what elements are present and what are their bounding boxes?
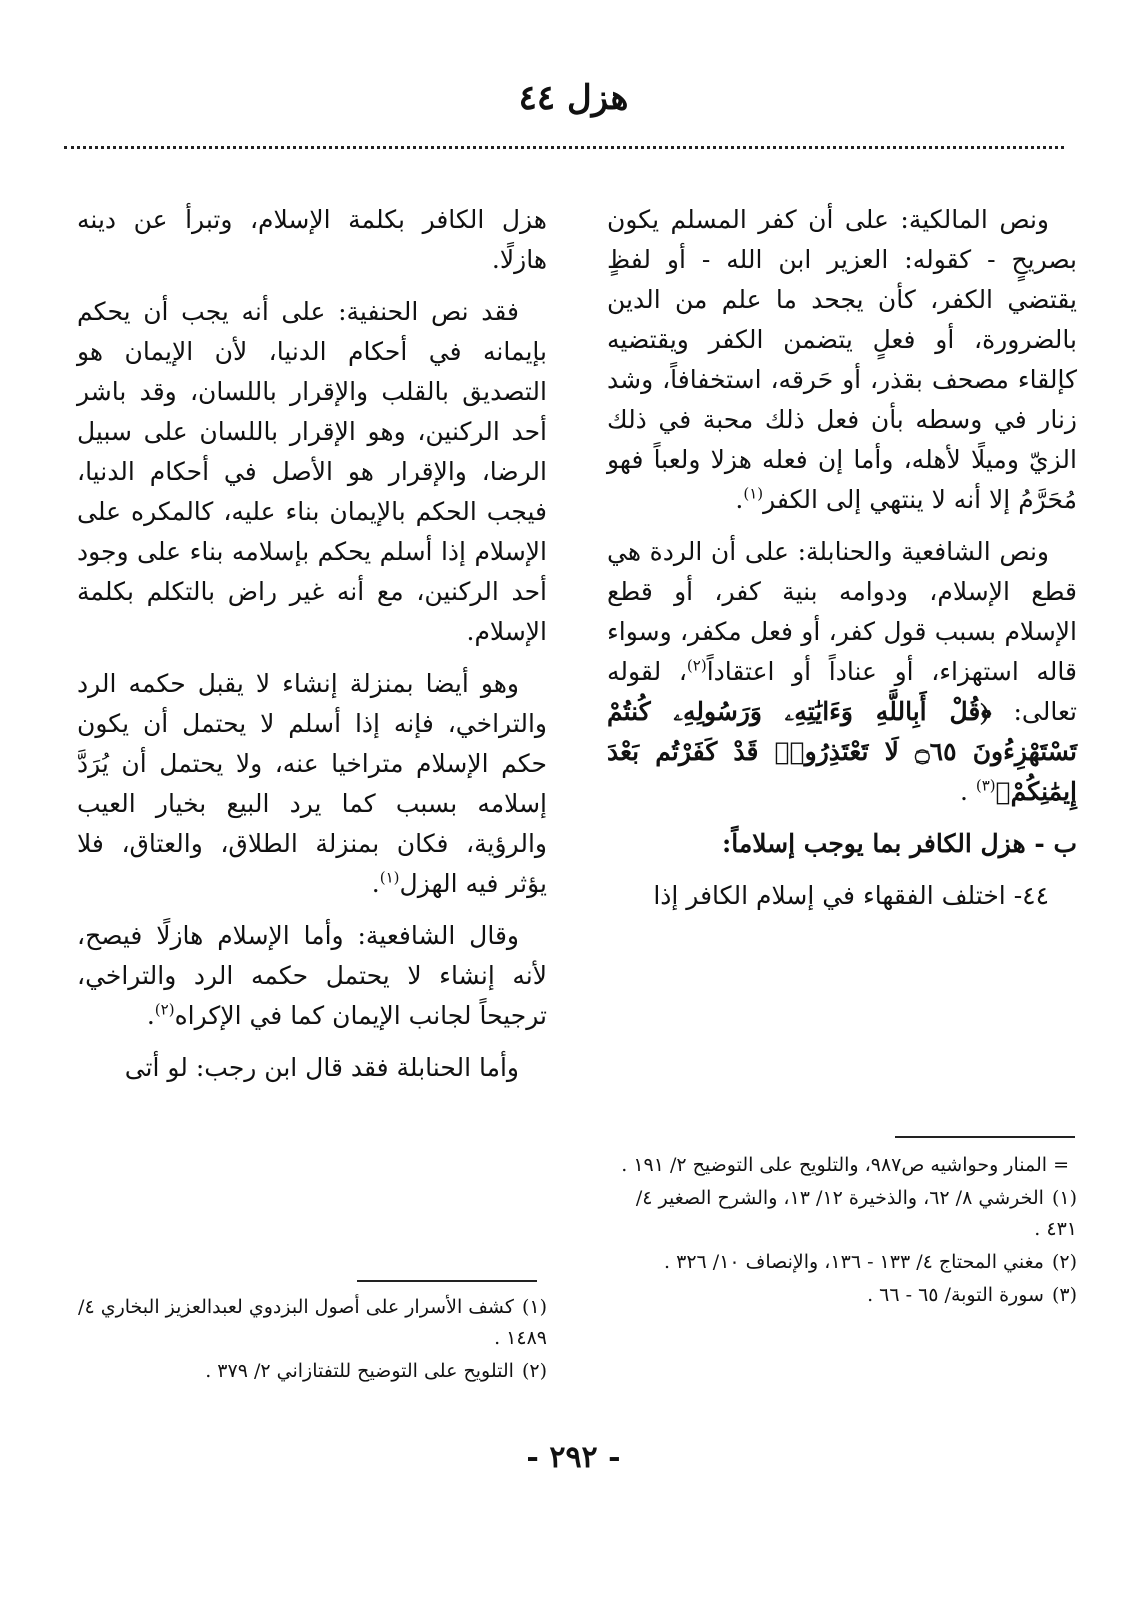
footnote-number: (١) — [521, 1296, 547, 1318]
footnote-ref: (٣) — [975, 776, 996, 795]
page-title: هزل ٤٤ — [518, 78, 629, 118]
section-heading: ب - هزل الكافر بما يوجب إسلاماً: — [722, 829, 1077, 858]
footnote — [607, 1247, 1077, 1278]
footnote — [607, 1150, 1077, 1181]
footnote-text: الخرشي ٨/ ٦٢، والذخيرة ١٢/ ١٣، والشرح الصغير ٤/ ٤٣١ . — [635, 1187, 1077, 1240]
paragraph-continuation: ، لقوله تعالى: — [607, 657, 1077, 726]
footnote-divider-left — [357, 1280, 537, 1282]
page-number: - ٢٩٢ - — [526, 1440, 621, 1475]
footnote-text: = المنار وحواشيه ص٩٨٧، والتلويح على التوضيح ٢/ ١٩١ . — [621, 1154, 1069, 1176]
paragraph-hanabila: وأما الحنابلة فقد قال ابن رجب: لو أتى — [124, 1053, 519, 1082]
footnotes-left — [77, 1292, 547, 1389]
paragraph-end: . — [735, 485, 744, 514]
title-divider — [64, 146, 1064, 149]
footnotes-right — [607, 1150, 1077, 1313]
right-column — [607, 200, 1077, 928]
footnote-ref: (٢) — [686, 656, 707, 675]
paragraph-end: . — [959, 777, 968, 806]
footnote-text: كشف الأسرار على أصول البزدوي لعبدالعزيز البخاري ٤/ ١٤٨٩ . — [78, 1296, 547, 1349]
paragraph-shafiiyya — [77, 916, 547, 1036]
quran-verse: ﴿قُلْ أَبِاللَّهِ وَءَايَٰتِهِۦ وَرَسُولِهِۦ كُنتُمْ تَسْتَهْزِءُونَ ۝٦٥ لَا تَعْتَذِرُوا۟ قَدْ كَفَرْتُم بَعْدَ إِيمَٰنِكُمْ﴾ — [607, 697, 1078, 806]
footnote — [77, 1356, 547, 1387]
left-column — [77, 200, 547, 1100]
paragraph-hanafiyya: فقد نص الحنفية: على أنه يجب أن يحكم بإيمانه في أحكام الدنيا، لأن الإيمان هو التصديق بالقلب والإقرار باللسان، وقد باشر أحد الركنين، وهو الإقرار باللسان على سبيل الرضا، والإقرار هو الأصل في أحكام الدنيا، فيجب الحكم بالإيمان بناء عليه، كالمكره على الإسلام إذا أسلم يحكم بإسلامه بناء على وجود أحد الركنين، مع أنه غير راض بالتكلم بكلمة الإسلام. — [77, 297, 547, 646]
footnote-text: مغني المحتاج ٤/ ١٣٣ - ١٣٦، والإنصاف ١٠/ ٣٢٦ . — [664, 1251, 1044, 1273]
footnote — [607, 1280, 1077, 1311]
footnote — [607, 1183, 1077, 1245]
footnote-ref: (٢) — [154, 1000, 175, 1019]
footnote-ref: (١) — [379, 868, 400, 887]
footnote-divider-right — [895, 1136, 1075, 1138]
paragraph-continuation: هزل الكافر بكلمة الإسلام، وتبرأ عن دينه هازلًا. — [77, 205, 547, 274]
paragraph-end: . — [371, 869, 380, 898]
paragraph-shafiiyya-hanabila — [607, 532, 1077, 812]
paragraph-text: ونص المالكية: على أن كفر المسلم يكون بصريحٍ - كقوله: العزير ابن الله - أو لفظٍ يقتضي الكفر، كأن يجحد ما علم من الدين بالضرورة، أو فعلٍ يتضمن الكفر ويقتضيه كإلقاء مصحف بقذر، أو حَرقه، استخفافاً، وشد زنار في وسطه بأن فعل ذلك محبة في ذلك الزيّ وميلًا لأهله، وأما إن فعله هزلا ولعباً فهو مُحَرَّمُ إلا أنه لا ينتهي إلى الكفر — [607, 205, 1077, 514]
footnote — [77, 1292, 547, 1354]
footnote-text: التلويح على التوضيح للتفتازاني ٢/ ٣٧٩ . — [205, 1360, 514, 1382]
paragraph-malikiyya — [607, 200, 1077, 520]
footnote-number: (١) — [1051, 1187, 1077, 1209]
footnote-ref: (١) — [743, 484, 764, 503]
paragraph-insha — [77, 664, 547, 904]
paragraph-end: . — [146, 1001, 155, 1030]
paragraph-text: وقال الشافعية: وأما الإسلام هازلًا فيصح، لأنه إنشاء لا يحتمل حكمه الرد والتراخي، ترجيحاً لجانب الإيمان كما في الإكراه — [77, 921, 547, 1030]
footnote-number: (٣) — [1051, 1284, 1077, 1306]
footnote-number: (٢) — [521, 1360, 547, 1382]
paragraph-text: ونص الشافعية والحنابلة: على أن الردة هي قطع الإسلام، ودوامه بنية كفر، أو قطع الإسلام بسبب قول كفر، أو فعل مكفر، وسواء قاله استهزاء، أو عناداً أو اعتقاداً — [607, 537, 1077, 686]
footnote-number: (٢) — [1051, 1251, 1077, 1273]
paragraph-text: وهو أيضا بمنزلة إنشاء لا يقبل حكمه الرد والتراخي، فإنه إذا أسلم لا يحتمل أن يكون حكم الإسلام متراخيا عنه، ولا يحتمل أن يُرَدَّ إسلامه بسبب كما يرد البيع بخيار العيب والرؤية، فكان بمنزلة الطلاق، والعتاق، فلا يؤثر فيه الهزل — [77, 669, 547, 898]
paragraph-section-44: ٤٤- اختلف الفقهاء في إسلام الكافر إذا — [653, 881, 1049, 910]
footnote-text: سورة التوبة/ ٦٥ - ٦٦ . — [867, 1284, 1044, 1306]
